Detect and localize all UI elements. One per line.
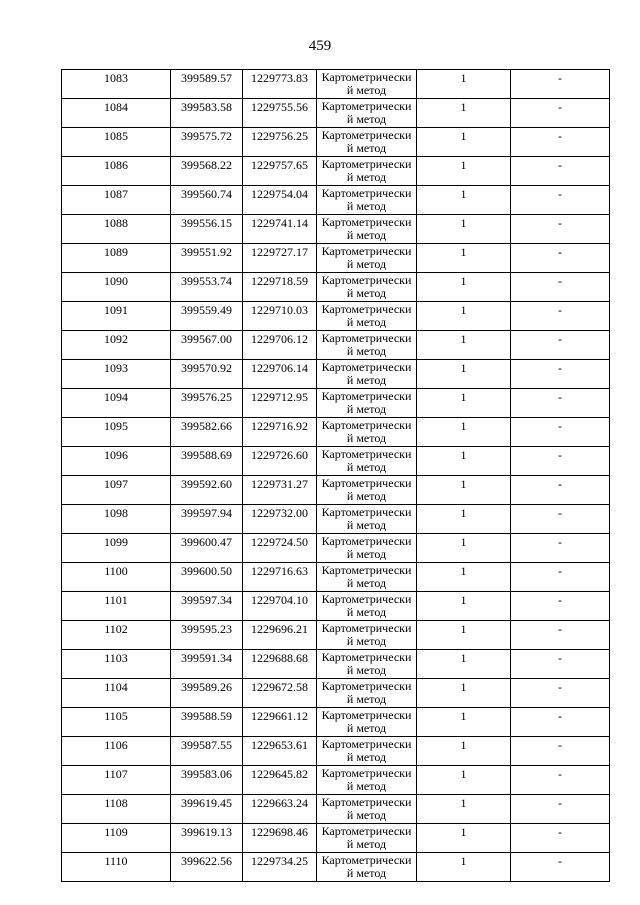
method-text: Картометрически й метод	[321, 506, 412, 531]
y-coordinate-cell: 1229757.65	[243, 157, 317, 186]
y-coordinate-cell: 1229710.03	[243, 302, 317, 331]
method-text: Картометрически й метод	[321, 593, 412, 618]
y-coordinate-cell: 1229661.12	[243, 708, 317, 737]
method-cell	[317, 505, 417, 534]
method-cell	[317, 186, 417, 215]
method-cell	[317, 853, 417, 882]
point-number-cell: 1105	[62, 708, 171, 737]
method-text: Картометрически й метод	[321, 477, 412, 502]
x-coordinate-cell: 399592.60	[171, 476, 243, 505]
method-text: Картометрически й метод	[321, 390, 412, 415]
method-cell	[317, 215, 417, 244]
table-row	[62, 360, 610, 389]
table-row	[62, 302, 610, 331]
method-text: Картометрически й метод	[321, 825, 412, 850]
note-cell: -	[511, 360, 610, 389]
y-coordinate-cell: 1229734.25	[243, 853, 317, 882]
point-number-cell: 1108	[62, 795, 171, 824]
method-text: Картометрически й метод	[321, 767, 412, 792]
point-number-cell: 1086	[62, 157, 171, 186]
y-coordinate-cell: 1229716.92	[243, 418, 317, 447]
table-row	[62, 476, 610, 505]
note-cell: -	[511, 853, 610, 882]
method-text: Картометрически й метод	[321, 71, 412, 96]
table-row	[62, 679, 610, 708]
method-text: Картометрически й метод	[321, 709, 412, 734]
accuracy-cell: 1	[417, 708, 511, 737]
accuracy-cell: 1	[417, 853, 511, 882]
x-coordinate-cell: 399567.00	[171, 331, 243, 360]
note-cell: -	[511, 505, 610, 534]
method-cell	[317, 360, 417, 389]
table-row	[62, 273, 610, 302]
x-coordinate-cell: 399551.92	[171, 244, 243, 273]
point-number-cell: 1092	[62, 331, 171, 360]
note-cell: -	[511, 650, 610, 679]
x-coordinate-cell: 399619.13	[171, 824, 243, 853]
table-row	[62, 853, 610, 882]
note-cell: -	[511, 534, 610, 563]
x-coordinate-cell: 399600.47	[171, 534, 243, 563]
x-coordinate-cell: 399589.57	[171, 70, 243, 99]
method-text: Картометрически й метод	[321, 361, 412, 386]
y-coordinate-cell: 1229731.27	[243, 476, 317, 505]
y-coordinate-cell: 1229645.82	[243, 766, 317, 795]
accuracy-cell: 1	[417, 650, 511, 679]
table-row	[62, 447, 610, 476]
table-row	[62, 708, 610, 737]
note-cell: -	[511, 447, 610, 476]
accuracy-cell: 1	[417, 592, 511, 621]
note-cell: -	[511, 592, 610, 621]
x-coordinate-cell: 399575.72	[171, 128, 243, 157]
method-text: Картометрически й метод	[321, 274, 412, 299]
table-row	[62, 128, 610, 157]
method-cell	[317, 476, 417, 505]
y-coordinate-cell: 1229755.56	[243, 99, 317, 128]
point-number-cell: 1104	[62, 679, 171, 708]
method-text: Картометрически й метод	[321, 564, 412, 589]
method-cell	[317, 389, 417, 418]
x-coordinate-cell: 399553.74	[171, 273, 243, 302]
method-text: Картометрически й метод	[321, 245, 412, 270]
y-coordinate-cell: 1229726.60	[243, 447, 317, 476]
point-number-cell: 1089	[62, 244, 171, 273]
accuracy-cell: 1	[417, 389, 511, 418]
x-coordinate-cell: 399597.34	[171, 592, 243, 621]
point-number-cell: 1090	[62, 273, 171, 302]
table-row	[62, 534, 610, 563]
x-coordinate-cell: 399560.74	[171, 186, 243, 215]
note-cell: -	[511, 824, 610, 853]
x-coordinate-cell: 399587.55	[171, 737, 243, 766]
accuracy-cell: 1	[417, 331, 511, 360]
table-row	[62, 737, 610, 766]
table-row	[62, 650, 610, 679]
page-number: 459	[308, 38, 332, 54]
point-number-cell: 1083	[62, 70, 171, 99]
table-row	[62, 592, 610, 621]
y-coordinate-cell: 1229732.00	[243, 505, 317, 534]
note-cell: -	[511, 795, 610, 824]
x-coordinate-cell: 399582.66	[171, 418, 243, 447]
x-coordinate-cell: 399583.06	[171, 766, 243, 795]
table-body	[62, 70, 610, 882]
accuracy-cell: 1	[417, 360, 511, 389]
y-coordinate-cell: 1229696.21	[243, 621, 317, 650]
accuracy-cell: 1	[417, 128, 511, 157]
x-coordinate-cell: 399588.69	[171, 447, 243, 476]
note-cell: -	[511, 70, 610, 99]
accuracy-cell: 1	[417, 621, 511, 650]
point-number-cell: 1097	[62, 476, 171, 505]
table-row	[62, 505, 610, 534]
table-row	[62, 389, 610, 418]
method-cell	[317, 447, 417, 476]
method-text: Картометрически й метод	[321, 216, 412, 241]
x-coordinate-cell: 399588.59	[171, 708, 243, 737]
y-coordinate-cell: 1229727.17	[243, 244, 317, 273]
point-number-cell: 1098	[62, 505, 171, 534]
note-cell: -	[511, 273, 610, 302]
note-cell: -	[511, 737, 610, 766]
x-coordinate-cell: 399559.49	[171, 302, 243, 331]
method-text: Картометрически й метод	[321, 419, 412, 444]
y-coordinate-cell: 1229704.10	[243, 592, 317, 621]
note-cell: -	[511, 186, 610, 215]
table-row	[62, 99, 610, 128]
accuracy-cell: 1	[417, 418, 511, 447]
table-row	[62, 215, 610, 244]
accuracy-cell: 1	[417, 70, 511, 99]
accuracy-cell: 1	[417, 302, 511, 331]
x-coordinate-cell: 399591.34	[171, 650, 243, 679]
point-number-cell: 1102	[62, 621, 171, 650]
x-coordinate-cell: 399589.26	[171, 679, 243, 708]
table-row	[62, 186, 610, 215]
point-number-cell: 1109	[62, 824, 171, 853]
point-number-cell: 1099	[62, 534, 171, 563]
coordinates-table	[61, 69, 610, 882]
method-cell	[317, 621, 417, 650]
accuracy-cell: 1	[417, 679, 511, 708]
y-coordinate-cell: 1229756.25	[243, 128, 317, 157]
accuracy-cell: 1	[417, 273, 511, 302]
note-cell: -	[511, 708, 610, 737]
accuracy-cell: 1	[417, 99, 511, 128]
method-cell	[317, 157, 417, 186]
note-cell: -	[511, 331, 610, 360]
table-row	[62, 766, 610, 795]
method-cell	[317, 563, 417, 592]
accuracy-cell: 1	[417, 766, 511, 795]
method-text: Картометрически й метод	[321, 796, 412, 821]
note-cell: -	[511, 389, 610, 418]
method-text: Картометрически й метод	[321, 738, 412, 763]
accuracy-cell: 1	[417, 563, 511, 592]
point-number-cell: 1093	[62, 360, 171, 389]
method-text: Картометрически й метод	[321, 332, 412, 357]
method-cell	[317, 418, 417, 447]
note-cell: -	[511, 476, 610, 505]
note-cell: -	[511, 418, 610, 447]
point-number-cell: 1091	[62, 302, 171, 331]
y-coordinate-cell: 1229716.63	[243, 563, 317, 592]
method-cell	[317, 273, 417, 302]
point-number-cell: 1110	[62, 853, 171, 882]
accuracy-cell: 1	[417, 505, 511, 534]
accuracy-cell: 1	[417, 795, 511, 824]
y-coordinate-cell: 1229724.50	[243, 534, 317, 563]
method-text: Картометрически й метод	[321, 854, 412, 879]
accuracy-cell: 1	[417, 215, 511, 244]
point-number-cell: 1106	[62, 737, 171, 766]
x-coordinate-cell: 399576.25	[171, 389, 243, 418]
method-text: Картометрически й метод	[321, 303, 412, 328]
point-number-cell: 1085	[62, 128, 171, 157]
x-coordinate-cell: 399622.56	[171, 853, 243, 882]
point-number-cell: 1100	[62, 563, 171, 592]
y-coordinate-cell: 1229672.58	[243, 679, 317, 708]
method-cell	[317, 708, 417, 737]
accuracy-cell: 1	[417, 476, 511, 505]
point-number-cell: 1094	[62, 389, 171, 418]
accuracy-cell: 1	[417, 157, 511, 186]
note-cell: -	[511, 679, 610, 708]
method-cell	[317, 679, 417, 708]
method-cell	[317, 650, 417, 679]
note-cell: -	[511, 157, 610, 186]
table-row	[62, 795, 610, 824]
method-cell	[317, 795, 417, 824]
accuracy-cell: 1	[417, 447, 511, 476]
method-cell	[317, 302, 417, 331]
method-text: Картометрически й метод	[321, 158, 412, 183]
method-cell	[317, 244, 417, 273]
point-number-cell: 1096	[62, 447, 171, 476]
table-row	[62, 621, 610, 650]
accuracy-cell: 1	[417, 186, 511, 215]
method-cell	[317, 766, 417, 795]
point-number-cell: 1107	[62, 766, 171, 795]
y-coordinate-cell: 1229754.04	[243, 186, 317, 215]
note-cell: -	[511, 563, 610, 592]
note-cell: -	[511, 99, 610, 128]
x-coordinate-cell: 399583.58	[171, 99, 243, 128]
method-text: Картометрически й метод	[321, 651, 412, 676]
method-text: Картометрически й метод	[321, 622, 412, 647]
point-number-cell: 1088	[62, 215, 171, 244]
table-row	[62, 418, 610, 447]
accuracy-cell: 1	[417, 244, 511, 273]
x-coordinate-cell: 399595.23	[171, 621, 243, 650]
y-coordinate-cell: 1229773.83	[243, 70, 317, 99]
method-cell	[317, 534, 417, 563]
table-row	[62, 824, 610, 853]
y-coordinate-cell: 1229712.95	[243, 389, 317, 418]
x-coordinate-cell: 399619.45	[171, 795, 243, 824]
point-number-cell: 1084	[62, 99, 171, 128]
method-text: Картометрически й метод	[321, 187, 412, 212]
point-number-cell: 1095	[62, 418, 171, 447]
x-coordinate-cell: 399600.50	[171, 563, 243, 592]
accuracy-cell: 1	[417, 737, 511, 766]
y-coordinate-cell: 1229653.61	[243, 737, 317, 766]
table-row	[62, 563, 610, 592]
accuracy-cell: 1	[417, 534, 511, 563]
method-cell	[317, 331, 417, 360]
y-coordinate-cell: 1229718.59	[243, 273, 317, 302]
y-coordinate-cell: 1229688.68	[243, 650, 317, 679]
method-cell	[317, 99, 417, 128]
method-cell	[317, 737, 417, 766]
y-coordinate-cell: 1229706.12	[243, 331, 317, 360]
x-coordinate-cell: 399568.22	[171, 157, 243, 186]
point-number-cell: 1087	[62, 186, 171, 215]
method-text: Картометрически й метод	[321, 680, 412, 705]
x-coordinate-cell: 399570.92	[171, 360, 243, 389]
method-text: Картометрически й метод	[321, 535, 412, 560]
note-cell: -	[511, 215, 610, 244]
method-text: Картометрически й метод	[321, 100, 412, 125]
method-text: Картометрически й метод	[321, 448, 412, 473]
x-coordinate-cell: 399556.15	[171, 215, 243, 244]
note-cell: -	[511, 244, 610, 273]
y-coordinate-cell: 1229706.14	[243, 360, 317, 389]
accuracy-cell: 1	[417, 824, 511, 853]
point-number-cell: 1103	[62, 650, 171, 679]
x-coordinate-cell: 399597.94	[171, 505, 243, 534]
point-number-cell: 1101	[62, 592, 171, 621]
y-coordinate-cell: 1229698.46	[243, 824, 317, 853]
note-cell: -	[511, 766, 610, 795]
method-cell	[317, 128, 417, 157]
method-cell	[317, 824, 417, 853]
note-cell: -	[511, 128, 610, 157]
y-coordinate-cell: 1229741.14	[243, 215, 317, 244]
table-row	[62, 244, 610, 273]
y-coordinate-cell: 1229663.24	[243, 795, 317, 824]
table-row	[62, 70, 610, 99]
method-cell	[317, 70, 417, 99]
note-cell: -	[511, 621, 610, 650]
note-cell: -	[511, 302, 610, 331]
table-row	[62, 331, 610, 360]
table-row	[62, 157, 610, 186]
method-cell	[317, 592, 417, 621]
method-text: Картометрически й метод	[321, 129, 412, 154]
